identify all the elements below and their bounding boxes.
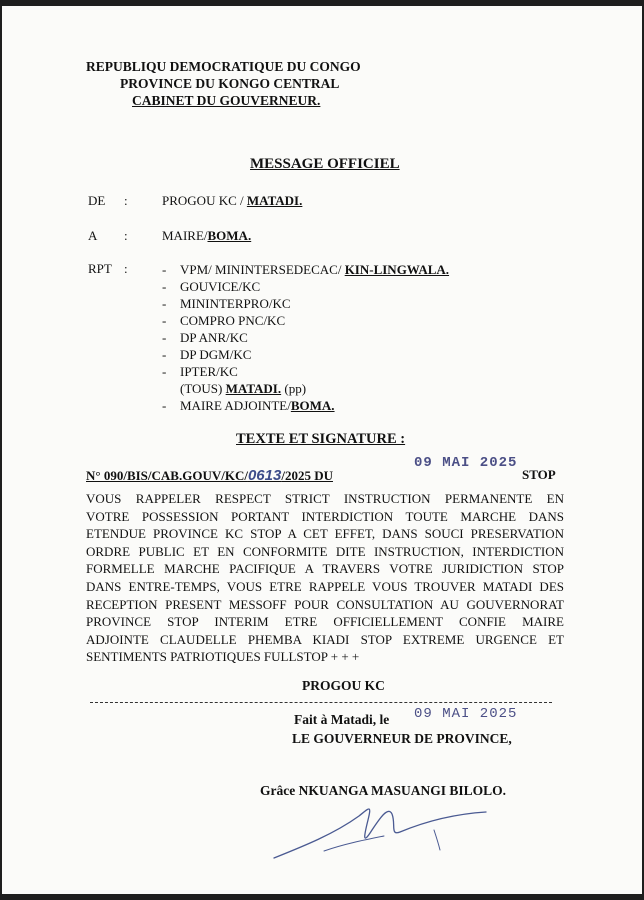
rpt-dash: -	[162, 347, 167, 362]
body-line: ORDRE PUBLIC ET EN CONFORMITE DITE INSTRUCTION, INTERDICTION	[86, 543, 564, 559]
rpt-first-place: KIN-LINGWALA.	[344, 262, 450, 277]
body-line: SENTIMENTS PATRIOTIQUES FULLSTOP + + +	[86, 649, 360, 665]
rpt-tous-place: MATADI.	[225, 381, 282, 396]
handwritten-signature	[264, 796, 504, 866]
reference-prefix: N° 090/BIS/CAB.GOUV/KC/	[86, 468, 248, 483]
body-line: ETENDUE PROVINCE KC STOP A CET EFFET, DANS SOUCI PRESERVATION	[86, 526, 564, 542]
a-value-place: BOMA.	[207, 228, 252, 243]
body-line: VOTRE POSSESSION PORTANT INTERDICTION TOUTE MARCHE DANS	[86, 508, 564, 524]
reference-suffix: /2025 DU	[281, 468, 333, 483]
header-line-3: CABINET DU GOUVERNEUR.	[132, 93, 321, 108]
body-line: RECEPTION PRESENT MESSOFF POUR CONSULTATION AU GOUVERNORAT	[86, 596, 564, 612]
body-line: FORMELLE MARCHE PACIFIQUE A TRAVERS VOTRE JURIDICTION STOP	[86, 561, 564, 577]
body-line: PROVINCE STOP INTERIM ETRE OFFICIELLEMENT CONFIE MAIRE	[86, 614, 564, 630]
body-line: DANS ENTRE-TEMPS, VOUS ETRE RAPPELE VOUS TROUVER MATADI DES	[86, 578, 564, 594]
rpt-item: GOUVICE/KC	[180, 279, 261, 294]
section-title: TEXTE ET SIGNATURE :	[236, 431, 406, 447]
document-title: MESSAGE OFFICIEL	[250, 156, 400, 172]
header-line-2: PROVINCE DU KONGO CENTRAL	[120, 76, 340, 91]
rpt-item: MININTERPRO/KC	[180, 296, 291, 311]
body-line: VOUS RAPPELER RESPECT STRICT INSTRUCTION PERMANENTE EN	[86, 491, 564, 506]
reference-stop: STOP	[522, 467, 556, 482]
body-line: ADJOINTE CLAUDELLE PHEMBA KIADI STOP EXTREME URGENCE ET	[86, 631, 564, 647]
rpt-item: COMPRO PNC/KC	[180, 313, 286, 328]
rpt-item: DP DGM/KC	[180, 347, 252, 362]
rpt-colon: :	[124, 261, 128, 276]
a-value	[162, 228, 251, 244]
signatory-role: LE GOUVERNEUR DE PROVINCE,	[292, 731, 512, 746]
rpt-item: IPTER/KC	[180, 364, 238, 379]
rpt-last-prefix: MAIRE ADJOINTE/	[180, 398, 291, 413]
message-body	[86, 490, 564, 666]
rpt-dash: -	[162, 279, 167, 294]
sender: PROGOU KC	[302, 678, 385, 693]
rpt-last-place: BOMA.	[290, 398, 335, 413]
place-date-label: Fait à Matadi, le	[294, 712, 390, 727]
rpt-item: DP ANR/KC	[180, 330, 248, 345]
de-label: DE	[88, 193, 106, 208]
rpt-tous-suffix: (pp)	[281, 381, 307, 396]
reference-handwritten-number: 0613	[247, 467, 282, 484]
rpt-first-prefix: VPM/ MININTERSEDECAC/	[180, 262, 345, 277]
rpt-item-last	[180, 397, 335, 414]
de-value-prefix: PROGOU KC /	[162, 193, 247, 208]
a-value-prefix: MAIRE/	[162, 228, 208, 243]
rpt-dash: -	[162, 398, 167, 413]
a-label: A	[88, 228, 98, 243]
rpt-dash: -	[162, 262, 167, 277]
rpt-dash: -	[162, 330, 167, 345]
signatory-name: Grâce NKUANGA MASUANGI BILOLO.	[260, 783, 506, 798]
de-colon: :	[124, 193, 128, 208]
footer-date-stamp: 09 MAI 2025	[414, 706, 518, 722]
rpt-dash: -	[162, 296, 167, 311]
rpt-dash: -	[162, 364, 167, 379]
header-line-1: REPUBLIQU DEMOCRATIQUE DU CONGO	[86, 59, 361, 74]
a-colon: :	[124, 228, 128, 243]
de-value-place: MATADI.	[246, 193, 303, 208]
dashed-divider	[90, 702, 552, 703]
rpt-tous-prefix: (TOUS)	[180, 381, 226, 396]
document-page	[2, 6, 642, 894]
rpt-dash: -	[162, 313, 167, 328]
reference-line	[86, 455, 558, 485]
rpt-label: RPT	[88, 261, 112, 276]
rpt-tous-line	[180, 380, 306, 397]
de-value	[162, 193, 302, 209]
reference-date-stamp: 09 MAI 2025	[414, 455, 518, 471]
rpt-item-first	[180, 261, 449, 278]
